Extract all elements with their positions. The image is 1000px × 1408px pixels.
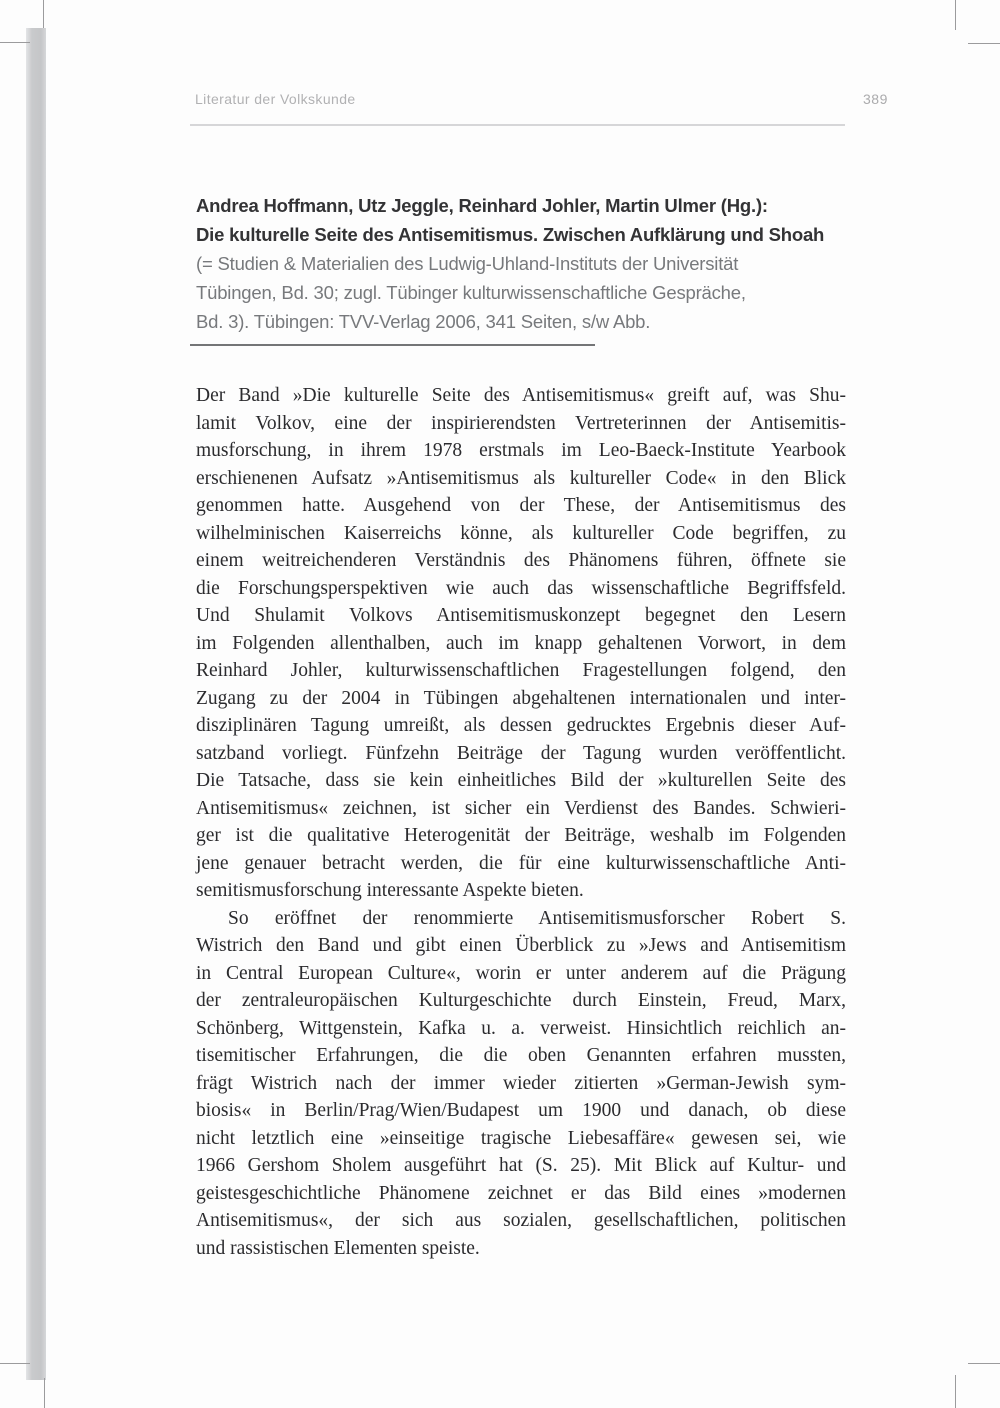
text-line: So eröffnet der renommierte Antisemitismusforscher Robert S.	[228, 907, 846, 929]
text-line: nicht letztlich eine »einseitige tragische Liebesaffäre« gewesen sei, wie	[196, 1127, 846, 1149]
text-line: frägt Wistrich nach der immer wieder zitierten »German-Jewish sym-	[196, 1072, 846, 1094]
text-line: Schönberg, Wittgenstein, Kafka u. a. verweist. Hinsichtlich reichlich an-	[196, 1017, 846, 1039]
text-line: biosis« in Berlin/Prag/Wien/Budapest um 1900 und danach, ob diese	[196, 1100, 846, 1121]
text-line: musforschung, in ihrem 1978 erstmals im Leo-Baeck-Institute Yearbook	[196, 440, 846, 461]
header-rule	[190, 124, 845, 126]
crop-mark-bottom-right-horizontal	[968, 1363, 1000, 1364]
text-line: erschienenen Aufsatz »Antisemitismus als kultureller Code« in den Blick	[196, 467, 846, 489]
text-line: Antisemitismus«, der sich aus sozialen, gesellschaftlichen, politischen	[196, 1210, 846, 1231]
text-line: einem weitreichenderen Verständnis des Phänomens führen, öffnete sie	[196, 550, 846, 571]
text-line: Reinhard Johler, kulturwissenschaftlichen Fragestellungen folgend, den	[196, 660, 846, 681]
paragraph	[196, 905, 846, 1263]
text-line: jene genauer betracht werden, die für eine kulturwissenschaftliche Anti-	[196, 852, 846, 874]
text-line: der zentraleuropäischen Kulturgeschichte durch Einstein, Freud, Marx,	[196, 990, 846, 1011]
page-number: 389	[863, 91, 888, 107]
text-line: die Forschungsperspektiven wie auch das wissenschaftliche Begriffsfeld.	[196, 577, 846, 599]
crop-mark-top-right-vertical	[955, 0, 956, 30]
text-line: in Central European Culture«, worin er unter anderem auf die Prägung	[196, 962, 846, 984]
text-line: Und Shulamit Volkovs Antisemitismuskonzept begegnet den Lesern	[196, 605, 846, 626]
citation-line: Die kulturelle Seite des Antisemitismus. Zwischen Aufklärung und Shoah	[196, 224, 825, 245]
text-line: Der Band »Die kulturelle Seite des Antisemitismus« greift auf, was Shu-	[196, 385, 846, 406]
citation-rule	[190, 344, 595, 346]
citation-line: Tübingen, Bd. 30; zugl. Tübinger kulturwissenschaftliche Gespräche,	[196, 282, 746, 303]
text-line: genommen hatte. Ausgehend von der These, der Antisemitismus des	[196, 495, 846, 516]
text-line: wilhelminischen Kaiserreichs könne, als kultureller Code begriffen, zu	[196, 522, 846, 544]
running-header-title: Literatur der Volkskunde	[195, 91, 356, 107]
citation-block	[196, 191, 860, 336]
text-line: disziplinären Tagung umreißt, als dessen gedrucktes Ergebnis dieser Auf-	[196, 715, 846, 736]
paragraph	[196, 382, 846, 905]
text-line: Wistrich den Band und gibt einen Überblick zu »Jews and Antisemitism	[196, 935, 846, 956]
text-line: satzband vorliegt. Fünfzehn Beiträge der Tagung wurden veröffentlicht.	[196, 742, 846, 764]
binding-shadow	[26, 28, 46, 1380]
text-line: und rassistischen Elementen speiste.	[196, 1237, 480, 1259]
text-line: semitismusforschung interessante Aspekte bieten.	[196, 880, 584, 901]
text-line: im Folgenden allenthalben, auch im knapp gehaltenen Vorwort, in dem	[196, 632, 846, 654]
citation-line: Andrea Hoffmann, Utz Jeggle, Reinhard Johler, Martin Ulmer (Hg.):	[196, 195, 768, 216]
review-body	[196, 382, 846, 1262]
text-line: 1966 Gershom Sholem ausgeführt hat (S. 25). Mit Blick auf Kultur- und	[196, 1155, 846, 1176]
text-line: lamit Volkov, eine der inspirierendsten Vertreterinnen der Antisemitis-	[196, 412, 846, 434]
text-line: Antisemitismus« zeichnen, ist sicher ein Verdienst des Bandes. Schwieri-	[196, 797, 846, 819]
citation-line: Bd. 3). Tübingen: TVV-Verlag 2006, 341 Seiten, s/w Abb.	[196, 311, 651, 332]
crop-mark-bottom-left-vertical	[44, 1378, 45, 1408]
crop-mark-bottom-right-vertical	[955, 1375, 956, 1408]
crop-mark-top-left-horizontal	[0, 42, 30, 43]
text-line: Zugang zu der 2004 in Tübingen abgehaltenen internationalen und inter-	[196, 687, 846, 709]
text-line: geistesgeschichtliche Phänomene zeichnet er das Bild eines »modernen	[196, 1182, 846, 1204]
text-line: tisemitischer Erfahrungen, die die oben Genannten erfahren mussten,	[196, 1045, 846, 1066]
crop-mark-top-right-horizontal	[968, 43, 1000, 44]
text-line: ger ist die qualitative Heterogenität der Beiträge, weshalb im Folgenden	[196, 825, 846, 846]
crop-mark-top-left-vertical	[43, 0, 44, 28]
text-line: Die Tatsache, dass sie kein einheitliches Bild der »kulturellen Seite des	[196, 770, 846, 791]
crop-mark-bottom-left-horizontal	[0, 1363, 30, 1364]
citation-line: (= Studien & Materialien des Ludwig-Uhland-Instituts der Universität	[196, 253, 739, 274]
